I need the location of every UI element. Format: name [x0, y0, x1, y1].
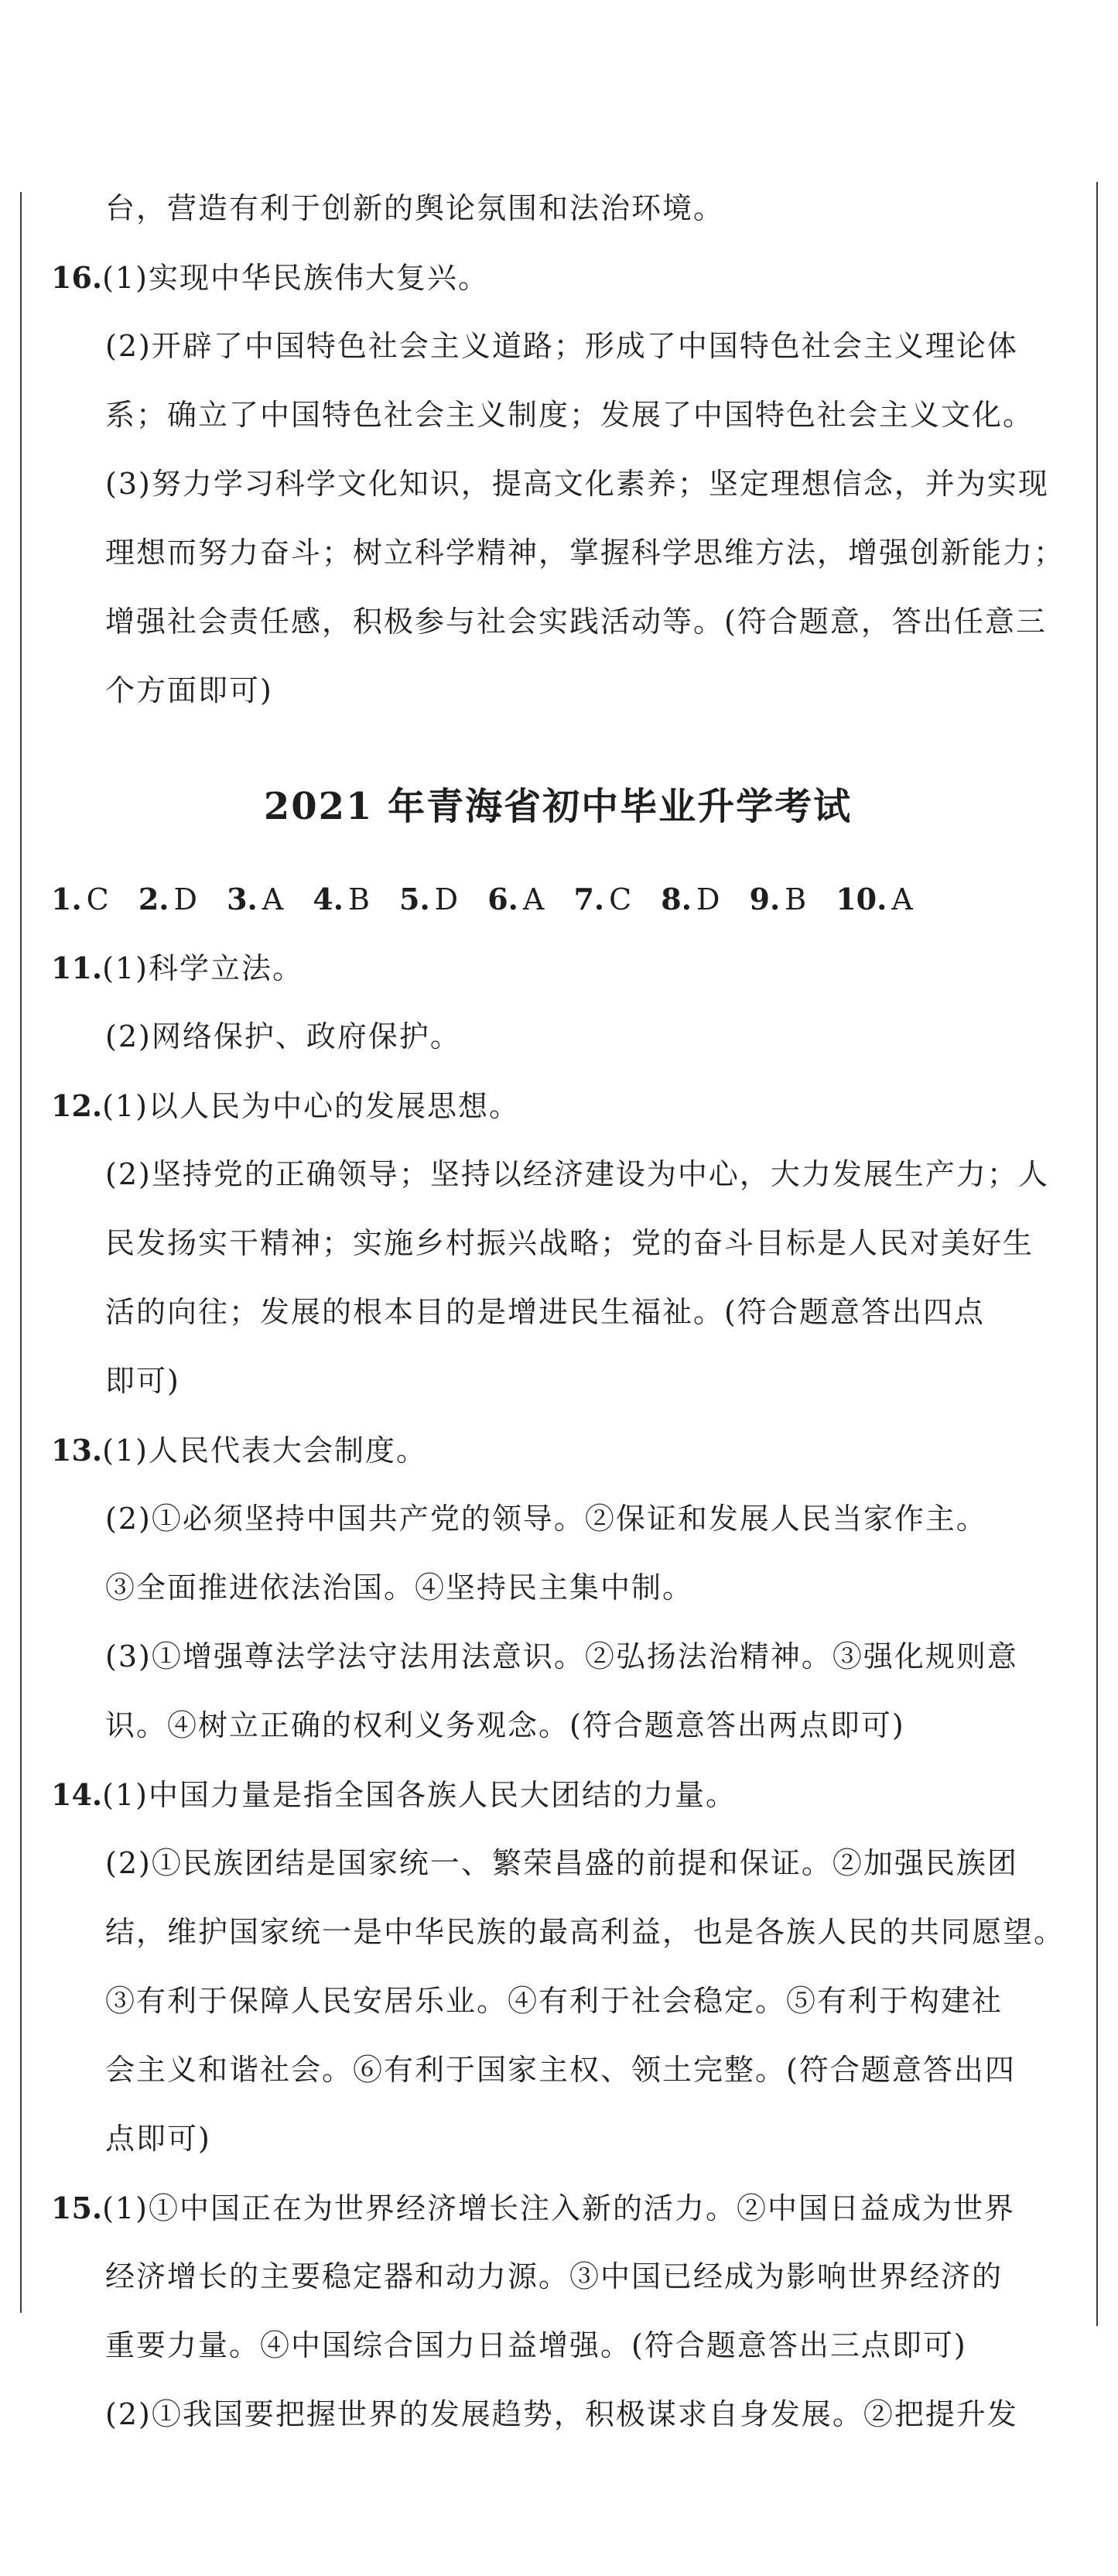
q16-part2-line1: (2)开辟了中国特色社会主义道路；形成了中国特色社会主义理论体: [105, 329, 1018, 363]
answer-content: [51, 174, 1065, 2449]
q16-part3-line1: (3)努力学习科学文化知识，提高文化素养；坚定理想信念，并为实现: [105, 467, 1049, 501]
q12-number: 12.: [51, 1088, 103, 1123]
section-title: 2021 年青海省初中毕业升学考试: [263, 785, 853, 828]
q13-part3-line2: 识。④树立正确的权利义务观念。(符合题意答出两点即可): [105, 1708, 905, 1742]
q11-part2: (2)网络保护、政府保护。: [105, 1019, 461, 1053]
q15-part1-line2: 经济增长的主要稳定器和动力源。③中国已经成为影响世界经济的: [105, 2259, 1003, 2293]
q11-number: 11.: [51, 951, 103, 985]
right-margin-rule: [1096, 182, 1098, 2326]
mc-item: 10. A: [836, 882, 913, 916]
q13-part2-line2: ③全面推进依法治国。④坚持民主集中制。: [105, 1571, 694, 1605]
q16-part2-line2: 系；确立了中国特色社会主义制度；发展了中国特色社会主义文化。: [105, 398, 1034, 432]
q14-part2-line5: 点即可): [105, 2122, 211, 2156]
mc-item: 8. D: [661, 882, 720, 916]
q13-number: 13.: [51, 1433, 103, 1468]
mc-item: 4. B: [313, 882, 370, 916]
q14-part2-line4: 会主义和谐社会。⑥有利于国家主权、领土完整。(符合题意答出四: [105, 2053, 1016, 2087]
q14-part2-line1: (2)①民族团结是国家统一、繁荣昌盛的前提和保证。②加强民族团: [105, 1846, 1018, 1880]
q12-part2-line4: 即可): [105, 1364, 180, 1398]
q14-part2-line2: 结，维护国家统一是中华民族的最高利益，也是各族人民的共同愿望。: [105, 1915, 1065, 1949]
q12-part1: 12.(1)以人民为中心的发展思想。: [51, 1088, 520, 1123]
mc-item: 3. A: [227, 882, 284, 916]
mc-item: 7. C: [573, 882, 632, 916]
continued-line: 台，营造有利于创新的舆论氛围和法治环境。: [105, 191, 725, 225]
q16-number: 16.: [51, 260, 103, 295]
q16-part1-text: (1)实现中华民族伟大复兴。: [102, 261, 489, 295]
q16-part1: [51, 243, 1065, 312]
q16-part3-line3: 增强社会责任感，积极参与社会实践活动等。(符合题意，答出任意三: [105, 605, 1047, 639]
mc-item: 9. B: [749, 882, 807, 916]
mc-item: 6. A: [487, 882, 545, 916]
q14-part1: 14.(1)中国力量是指全国各族人民大团结的力量。: [51, 1777, 737, 1812]
q12-part2-line1: (2)坚持党的正确领导；坚持以经济建设为中心，大力发展生产力；人: [105, 1157, 1049, 1191]
q15-number: 15.: [51, 2191, 103, 2225]
q15-part1-line3: 重要力量。④中国综合国力日益增强。(符合题意答出三点即可): [105, 2328, 967, 2362]
q14-number: 14.: [51, 1777, 103, 1812]
mc-item: 2. D: [138, 882, 197, 916]
q16-part3-line2: 理想而努力奋斗；树立科学精神，掌握科学思维方法，增强创新能力；: [105, 536, 1065, 570]
q13-part3-line1: (3)①增强尊法学法守法用法意识。②弘扬法治精神。③强化规则意: [105, 1639, 1018, 1673]
mc-item: 1. C: [51, 882, 109, 916]
q11-part1: 11.(1)科学立法。: [51, 951, 303, 985]
q14-part2-line3: ③有利于保障人民安居乐业。④有利于社会稳定。⑤有利于构建社: [105, 1984, 1003, 2018]
q12-part2-line2: 民发扬实干精神；实施乡村振兴战略；党的奋斗目标是人民对美好生: [105, 1226, 1034, 1260]
q13-part1: 13.(1)人民代表大会制度。: [51, 1433, 427, 1468]
mc-item: 5. D: [399, 882, 459, 916]
q15-part2-line1: (2)①我国要把握世界的发展趋势，积极谋求自身发展。②把提升发: [105, 2397, 1018, 2431]
left-margin-rule: [20, 192, 22, 2313]
multiple-choice-answers: [51, 865, 1065, 933]
q12-part2-line3: 活的向往；发展的根本目的是增进民生福祉。(符合题意答出四点: [105, 1295, 985, 1329]
q13-part2-line1: (2)①必须坚持中国共产党的领导。②保证和发展人民当家作主。: [105, 1502, 987, 1536]
q16-part3-line4: 个方面即可): [105, 673, 273, 707]
q15-part1-line1: 15.(1)①中国正在为世界经济增长注入新的活力。②中国日益成为世界: [51, 2191, 1015, 2225]
